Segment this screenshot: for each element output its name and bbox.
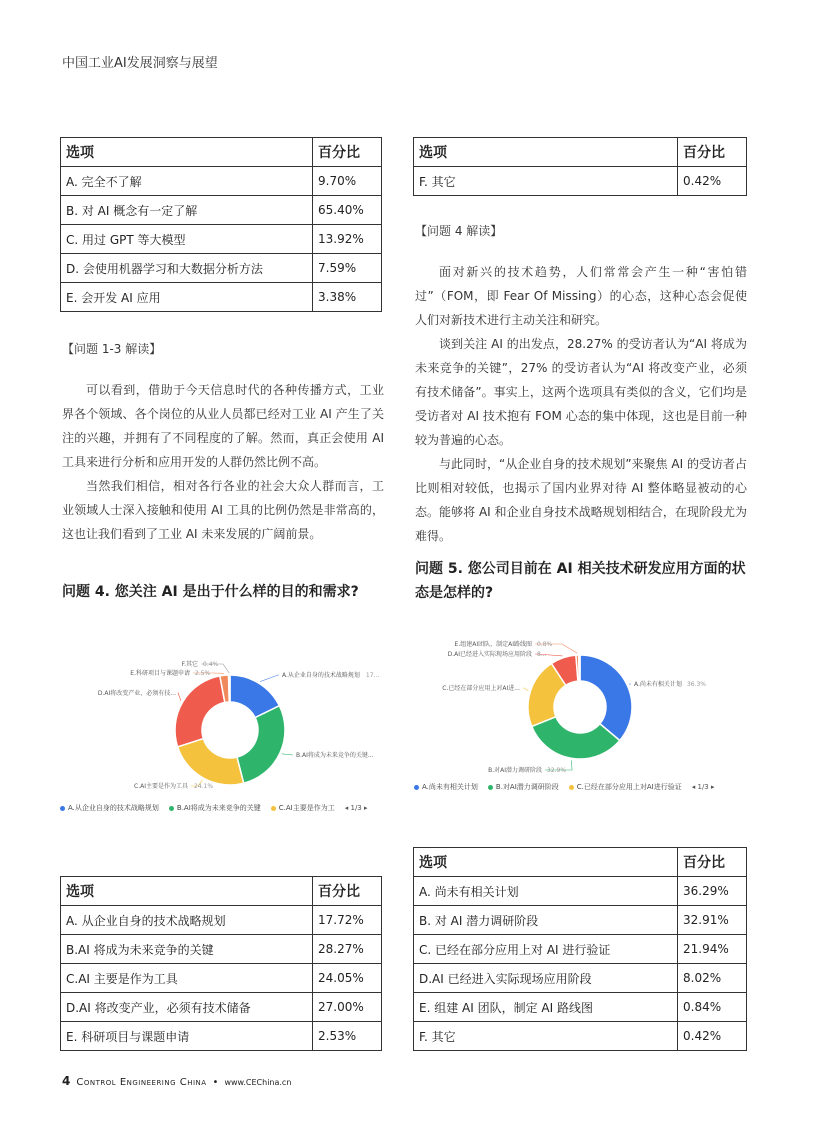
legend-pager[interactable]: ◂ 1/3 ▸ <box>344 804 368 812</box>
legend-item[interactable] <box>488 782 559 792</box>
option-cell: B. 对 AI 概念有一定了解 <box>61 196 313 225</box>
table-row <box>61 964 382 993</box>
leader-line <box>282 754 293 755</box>
pct-cell: 7.59% <box>313 254 382 283</box>
running-header: 中国工业AI发展洞察与展望 <box>62 56 218 71</box>
slice-percent-label: 17... <box>365 672 380 679</box>
table-row <box>414 906 747 935</box>
slice-label: D.AI将改变产业，必须有技... <box>97 690 176 697</box>
legend-dot <box>569 785 574 790</box>
col-option-header: 选项 <box>61 138 313 167</box>
table-row <box>414 167 747 196</box>
slice-percent-label: 36.3% <box>686 681 706 688</box>
option-cell: E. 组建 AI 团队，制定 AI 路线图 <box>414 993 678 1022</box>
col-option-header: 选项 <box>414 848 678 877</box>
option-cell: F. 其它 <box>414 1022 678 1051</box>
paragraph: 当然我们相信，相对各行各业的社会大众人群而言，工业领域人士深入接触和使用 AI 工具的比例仍然是非常高的，这也让我们看到了工业 AI 未来发展的广阔前景。 <box>62 479 384 541</box>
slice-percent-label: 0.4% <box>203 661 219 668</box>
slice-label: D.AI已经进入实际现场应用阶段 <box>447 651 532 658</box>
legend-item[interactable] <box>569 782 682 792</box>
leader-line <box>178 693 181 701</box>
slice-label: E.科研项目与课题申请 <box>130 670 190 677</box>
table-row <box>61 993 382 1022</box>
pct-cell: 8.02% <box>678 964 747 993</box>
option-cell: B.AI 将成为未来竞争的关键 <box>61 935 313 964</box>
option-cell: C. 已经在部分应用上对 AI 进行验证 <box>414 935 678 964</box>
chart-q4-svg <box>58 650 398 825</box>
right-body <box>415 260 747 548</box>
col-option-header: 选项 <box>414 138 678 167</box>
col-pct-header: 百分比 <box>678 848 747 877</box>
paragraph: 谈到关注 AI 的出发点，28.27% 的受访者认为“AI 将成为未来竞争的关键”，27% 的受访者认为“AI 将改变产业，必须有技术储备”。事实上，这两个选项具有类似的含义，它们均是受访者对 AI 技术抱有 FOM 心态的集中体现，这也是目前一种较为普遍的心态。 <box>415 337 747 447</box>
table-row <box>61 167 382 196</box>
table-header-row <box>414 848 747 877</box>
footer-url[interactable]: www.CEChina.cn <box>224 1078 292 1087</box>
table-row <box>61 935 382 964</box>
slice-label: F.其它 <box>181 661 198 668</box>
legend-dot <box>271 806 276 811</box>
option-cell: E. 科研项目与课题申请 <box>61 1022 313 1051</box>
paragraph: 面对新兴的技术趋势，人们常常会产生一种“害怕错过”（FOM，即 Fear Of Missing）的心态，这种心态会促使人们对新技术进行主动关注和研究。 <box>415 265 747 327</box>
legend-label: C.已经在部分应用上对AI进行验证 <box>576 783 682 791</box>
pct-cell: 21.94% <box>678 935 747 964</box>
chart-q5 <box>412 632 752 802</box>
chart-q4-legend <box>60 803 368 813</box>
table-row <box>414 964 747 993</box>
legend-label: A.从企业自身的技术战略规划 <box>68 804 159 812</box>
legend-dot <box>488 785 493 790</box>
table-row <box>61 906 382 935</box>
interpretation-tag-q1-3: 【问题 1-3 解读】 <box>62 342 162 356</box>
legend-item[interactable] <box>60 803 159 813</box>
legend-pager[interactable]: ◂ 1/3 ▸ <box>691 783 715 791</box>
leader-line <box>523 688 528 691</box>
option-cell: B. 对 AI 潜力调研阶段 <box>414 906 678 935</box>
legend-label: A.尚未有相关计划 <box>422 783 478 791</box>
footer-brand: Control Engineering China <box>76 1077 207 1088</box>
table-row <box>61 254 382 283</box>
donut-slice[interactable] <box>229 675 230 702</box>
page-number: 4 <box>62 1074 71 1088</box>
slice-percent-label: 2.5% <box>195 670 211 677</box>
pct-cell: 9.70% <box>313 167 382 196</box>
leader-line <box>260 675 279 682</box>
chart-q5-legend <box>414 782 715 792</box>
option-cell: A. 完全不了解 <box>61 167 313 196</box>
pct-cell: 36.29% <box>678 877 747 906</box>
legend-dot <box>60 806 65 811</box>
option-cell: D.AI 将改变产业，必须有技术储备 <box>61 993 313 1022</box>
legend-item[interactable] <box>414 782 478 792</box>
legend-label: C.AI主要是作为工 <box>278 804 335 812</box>
paragraph: 与此同时，“从企业自身的技术规划”来聚焦 AI 的受访者占比则相对较低，也揭示了国内业界对待 AI 整体略显被动的心态。能够将 AI 和企业自身技术战略规划相结合，在现阶段尤为难得。 <box>415 457 747 543</box>
legend-page-indicator: 1/3 <box>350 804 362 812</box>
page-footer <box>62 1074 291 1088</box>
table-row <box>61 196 382 225</box>
pct-cell: 13.92% <box>313 225 382 254</box>
pct-cell: 65.40% <box>313 196 382 225</box>
col-option-header: 选项 <box>61 877 313 906</box>
slice-label: C.AI主要是作为工具 <box>134 783 188 790</box>
table-row <box>414 1022 747 1051</box>
donut-slice[interactable] <box>178 739 244 785</box>
pct-cell: 27.00% <box>313 993 382 1022</box>
slice-label: A.从企业自身的技术战略规划 <box>282 672 360 679</box>
option-cell: C.AI 主要是作为工具 <box>61 964 313 993</box>
paragraph: 可以看到，借助于今天信息时代的各种传播方式，工业界各个领域、各个岗位的从业人员都已经对工业 AI 产生了关注的兴趣，并拥有了不同程度的了解。然而，真正会使用 AI 工具来进行分析和应用开发的人群仍然比例不高。 <box>62 383 384 469</box>
legend-dot <box>169 806 174 811</box>
option-cell: C. 用过 GPT 等大模型 <box>61 225 313 254</box>
slice-percent-label: 24.1% <box>193 783 214 790</box>
option-cell: A. 尚未有相关计划 <box>414 877 678 906</box>
table-row <box>414 877 747 906</box>
table-q3 <box>60 137 382 312</box>
table-row <box>61 1022 382 1051</box>
legend-label: B.AI将成为未来竞争的关键 <box>176 804 261 812</box>
table-q3-continued <box>413 137 747 196</box>
legend-label: B.对AI潜力调研阶段 <box>495 783 559 791</box>
col-pct-header: 百分比 <box>313 877 382 906</box>
chart-q5-svg <box>412 632 752 802</box>
pct-cell: 17.72% <box>313 906 382 935</box>
slice-percent-label: 0.8% <box>537 641 553 648</box>
table-row <box>61 283 382 312</box>
slice-label: B.AI将成为未来竞争的关键... <box>296 752 374 759</box>
table-row <box>61 225 382 254</box>
left-body <box>62 378 384 546</box>
pct-cell: 32.91% <box>678 906 747 935</box>
table-header-row <box>414 138 747 167</box>
pct-cell: 0.42% <box>678 1022 747 1051</box>
pct-cell: 0.42% <box>678 167 747 196</box>
table-q5 <box>413 847 747 1051</box>
interpretation-tag-q4: 【问题 4 解读】 <box>415 224 503 238</box>
donut-slice[interactable] <box>237 706 285 784</box>
pct-cell: 24.05% <box>313 964 382 993</box>
pct-cell: 3.38% <box>313 283 382 312</box>
slice-label: A.尚未有相关计划 <box>634 681 682 688</box>
pct-cell: 28.27% <box>313 935 382 964</box>
chart-q4 <box>58 650 398 825</box>
col-pct-header: 百分比 <box>678 138 747 167</box>
table-q4 <box>60 876 382 1051</box>
legend-dot <box>414 785 419 790</box>
slice-label: E.组建AI团队，制定AI路线图 <box>454 641 532 648</box>
option-cell: D.AI 已经进入实际现场应用阶段 <box>414 964 678 993</box>
legend-item[interactable] <box>271 803 335 813</box>
footer-separator: • <box>212 1077 219 1088</box>
table-header-row <box>61 877 382 906</box>
slice-percent-label: 32.9% <box>547 767 567 774</box>
option-cell: A. 从企业自身的技术战略规划 <box>61 906 313 935</box>
pct-cell: 2.53% <box>313 1022 382 1051</box>
pct-cell: 0.84% <box>678 993 747 1022</box>
table-row <box>414 993 747 1022</box>
legend-page-indicator: 1/3 <box>697 783 709 791</box>
option-cell: D. 会使用机器学习和大数据分析方法 <box>61 254 313 283</box>
col-pct-header: 百分比 <box>313 138 382 167</box>
question-5-title: 问题 5. 您公司目前在 AI 相关技术研发应用方面的状态是怎样的? <box>415 561 746 601</box>
legend-item[interactable] <box>169 803 261 813</box>
slice-label: C.已经在部分应用上对AI进... <box>442 685 520 692</box>
option-cell: F. 其它 <box>414 167 678 196</box>
table-row <box>414 935 747 964</box>
option-cell: E. 会开发 AI 应用 <box>61 283 313 312</box>
question-4-title: 问题 4. 您关注 AI 是出于什么样的目的和需求? <box>62 584 359 600</box>
donut-slice[interactable] <box>580 655 632 740</box>
table-header-row <box>61 138 382 167</box>
slice-label: B.对AI潜力调研阶段 <box>488 767 542 774</box>
donut-slice[interactable] <box>175 676 225 747</box>
slice-percent-label: 8... <box>537 651 547 658</box>
donut-slice[interactable] <box>579 655 580 681</box>
